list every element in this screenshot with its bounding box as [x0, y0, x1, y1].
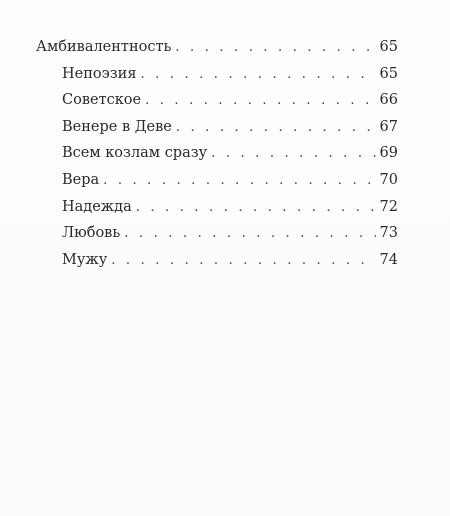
toc-leader-dots	[175, 35, 375, 62]
toc-leader-dots	[145, 88, 375, 115]
toc-leader-dots	[103, 168, 375, 195]
toc-entry-title: Мужу	[62, 251, 108, 268]
toc-entry-title: Амбивалентность	[36, 39, 172, 55]
toc-entry-page: 70	[379, 171, 398, 188]
toc-entry	[36, 167, 398, 194]
toc-entry-title: Всем козлам сразу	[62, 145, 208, 162]
toc-entry	[36, 61, 398, 88]
toc-leader-dots	[124, 221, 375, 248]
toc-leader-dots	[176, 115, 376, 142]
toc-leader-dots	[136, 195, 376, 222]
toc-entry-page: 73	[379, 225, 398, 242]
toc-entry-title: Советское	[62, 92, 142, 109]
toc-entry-title: Вера	[62, 171, 100, 188]
toc-entry-page: 69	[379, 145, 398, 162]
toc-entry-page: 66	[379, 92, 398, 109]
toc-entry-page: 65	[379, 65, 398, 82]
toc-entry-page: 72	[379, 198, 398, 215]
toc-entry-page: 67	[379, 118, 398, 135]
toc-entry	[36, 247, 398, 274]
toc-section-entry	[36, 34, 398, 61]
toc-entry-title: Непоэзия	[62, 65, 137, 82]
toc-entry	[36, 194, 398, 221]
toc-leader-dots	[211, 141, 375, 168]
toc-entry-title: Любовь	[62, 225, 121, 242]
toc-entry-title: Надежда	[62, 198, 132, 215]
table-of-contents	[36, 34, 398, 273]
toc-entry-page: 74	[379, 251, 398, 268]
toc-entry-title: Венере в Деве	[62, 118, 172, 135]
toc-entry	[36, 87, 398, 114]
toc-entry	[36, 114, 398, 141]
toc-leader-dots	[111, 248, 375, 275]
toc-entry-page: 65	[379, 39, 398, 55]
toc-entry	[36, 140, 398, 167]
toc-entry	[36, 220, 398, 247]
toc-leader-dots	[140, 62, 375, 89]
